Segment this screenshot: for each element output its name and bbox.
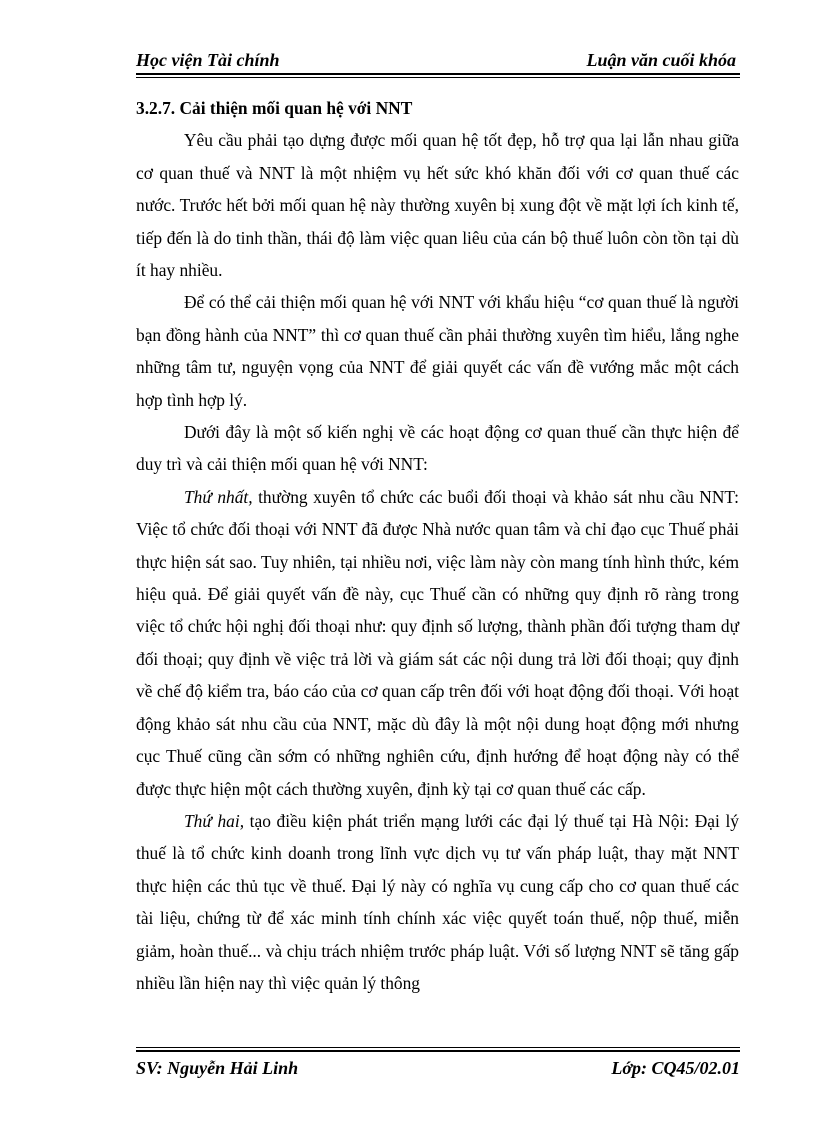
header-document-type: Luận văn cuối khóa xyxy=(586,50,736,70)
page-body xyxy=(136,92,739,999)
header-rule-thick xyxy=(136,73,740,75)
paragraph-4-text: thường xuyên tổ chức các buổi đối thoại và khảo sát nhu cầu NNT: Việc tổ chức đối thoại với NNT đã được Nhà nước quan tâm và chỉ đạo cục Thuế phải thực hiện sát sao. Tuy nhiên, tại nhiều nơi, việc làm này còn mang tính hình thức, kém hiệu quả. Để giải quyết vấn đề này, cục Thuế cần có những quy định rõ ràng trong việc tổ chức hội nghị đối thoại như: quy định số lượng, thành phần đối tượng tham dự đối thoại; quy định về việc trả lời và giám sát các nội dung trả lời đối thoại; quy định về chế độ kiểm tra, báo cáo của cơ quan cấp trên đối với hoạt động đối thoại. Với hoạt động khảo sát nhu cầu của NNT, mặc dù đây là một nội dung hoạt động mới nhưng cục Thuế cũng cần sớm có những nghiên cứu, định hướng để hoạt động này có thể được thực hiện một cách thường xuyên, định kỳ tại cơ quan thuế các cấp. xyxy=(136,486,739,799)
paragraph-4-lead: Thứ nhất, xyxy=(184,486,253,507)
paragraph-5 xyxy=(136,805,739,999)
footer-rule-thin xyxy=(136,1047,740,1048)
paragraph-5-lead: Thứ hai, xyxy=(184,810,245,831)
paragraph-5-text: tạo điều kiện phát triển mạng lưới các đại lý thuế tại Hà Nội: Đại lý thuế là tổ chức kinh doanh trong lĩnh vực dịch vụ tư vấn pháp luật, thay mặt NNT thực hiện các thủ tục về thuế. Đại lý này có nghĩa vụ cung cấp cho cơ quan thuế các tài liệu, chứng từ để xác minh tính chính xác việc quyết toán thuế, nộp thuế, miễn giảm, hoàn thuế... và chịu trách nhiệm trước pháp luật. Với số lượng NNT sẽ tăng gấp nhiều lần hiện nay thì việc quản lý thông xyxy=(136,810,739,993)
paragraph-2: Để có thể cải thiện mối quan hệ với NNT với khẩu hiệu “cơ quan thuế là người bạn đồng hành của NNT” thì cơ quan thuế cần phải thường xuyên tìm hiểu, lắng nghe những tâm tư, nguyện vọng của NNT để giải quyết các vấn đề vướng mắc một cách hợp tình hợp lý. xyxy=(136,292,739,410)
header-rule-thin xyxy=(136,77,740,78)
footer-class: Lớp: CQ45/02.01 xyxy=(611,1058,740,1078)
page-header xyxy=(136,48,740,72)
paragraph-1: Yêu cầu phải tạo dựng được mối quan hệ tốt đẹp, hỗ trợ qua lại lẫn nhau giữa cơ quan thuế và NNT là một nhiệm vụ hết sức khó khăn đối với cơ quan thuế các nước. Trước hết bởi mối quan hệ này thường xuyên bị xung đột về mặt lợi ích kinh tế, tiếp đến là do tinh thần, thái độ làm việc quan liêu của cán bộ thuế luôn còn tồn tại dù ít hay nhiều. xyxy=(136,130,739,281)
paragraph-3: Dưới đây là một số kiến nghị về các hoạt động cơ quan thuế cần thực hiện để duy trì và cải thiện mối quan hệ với NNT: xyxy=(136,422,739,475)
paragraph-4 xyxy=(136,481,739,805)
page-footer xyxy=(136,1056,740,1080)
footer-rule-thick xyxy=(136,1050,740,1052)
section-heading: 3.2.7. Cải thiện mối quan hệ với NNT xyxy=(136,98,413,118)
header-institution: Học viện Tài chính xyxy=(136,50,280,70)
footer-student: SV: Nguyễn Hải Linh xyxy=(136,1058,299,1078)
